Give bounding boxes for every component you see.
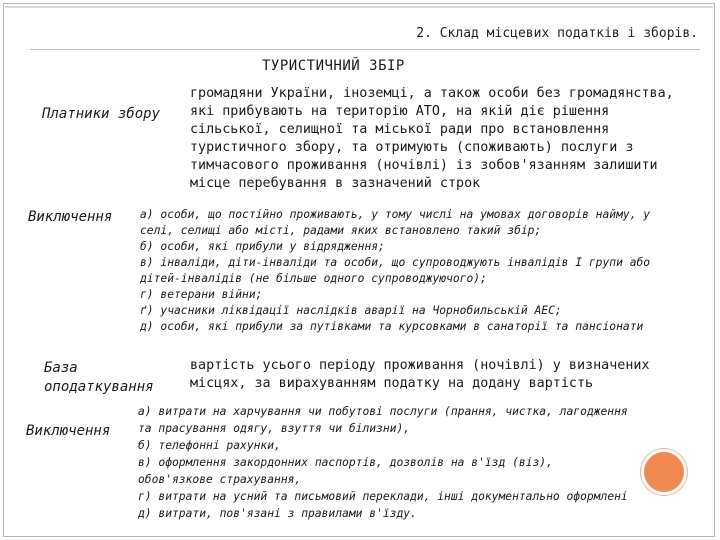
- header-divider: [30, 49, 700, 50]
- exclusion-item: г) ветерани війни;: [140, 288, 263, 301]
- base-exclusion-item: обов'язкове страхування,: [138, 473, 302, 486]
- base-exclusion-item: та прасування одягу, взуття чи білизни),: [138, 422, 411, 435]
- exclusion-item: дітей-інвалідів (не більше одного супроводжуючого);: [140, 272, 487, 285]
- base-exclusion-item: а) витрати на харчування чи побутові послуги (прання, чистка, лагодження: [138, 405, 628, 418]
- payers-label: Платники збору: [42, 106, 161, 122]
- payers-line: тимчасового проживання (ночівлі) із зобов'язанням залишити: [190, 158, 658, 173]
- slide-title: ТУРИСТИЧНИЙ ЗБІР: [262, 58, 405, 74]
- payers-text: [190, 85, 680, 193]
- exclusion-item: б) особи, які прибули у відрядження;: [140, 240, 385, 253]
- base-exclusions-label: Виключення: [26, 423, 111, 439]
- tax-base-label-line: оподаткування: [44, 379, 154, 395]
- slide-header: 2. Склад місцевих податків і зборів.: [416, 26, 698, 41]
- tax-base-line: вартість усього періоду проживання (ночівлі) у визначених: [190, 358, 650, 373]
- tax-base-label-line: База: [44, 360, 78, 376]
- decorative-orange-circle: [641, 449, 687, 495]
- base-exclusion-item: д) витрати, пов'язані з правилами в'їзду.: [138, 507, 417, 520]
- exclusions-list: [140, 207, 690, 335]
- base-exclusion-item: в) оформлення закордонних паспортів, дозволів на в'їзд (віз),: [138, 456, 553, 469]
- base-exclusion-item: б) телефонні рахунки,: [138, 439, 281, 452]
- tax-base-label: [44, 359, 154, 397]
- payers-line: туристичного збору, та отримують (споживають) послуги з: [190, 140, 634, 155]
- exclusion-item: в) інваліди, діти-інваліди та особи, що супроводжують інвалідів І групи або: [140, 256, 651, 269]
- exclusion-item: д) особи, які прибули за путівками та курсовками в санаторії та пансіонати: [140, 320, 644, 333]
- exclusion-item: а) особи, що постійно проживають, у тому числі на умовах договорів найму, у: [140, 208, 651, 221]
- payers-line: сільської, селищної та міської ради про встановлення: [190, 122, 610, 137]
- base-exclusion-item: г) витрати на усний та письмовий переклади, інші документально оформлені: [138, 490, 628, 503]
- payers-line: громадяни України, іноземці, а також особи без громадянства,: [190, 86, 674, 101]
- exclusions-label: Виключення: [28, 209, 113, 225]
- exclusion-item: ґ) учасники ліквідації наслідків аварії на Чорнобильській АЕС;: [140, 304, 562, 317]
- exclusion-item: селі, селищі або місті, радами яких встановлено такий збір;: [140, 224, 542, 237]
- payers-line: які прибувають на територію АТО, на якій діє рішення: [190, 104, 610, 119]
- payers-line: місце перебування в зазначений строк: [190, 176, 481, 191]
- tax-base-line: місцях, за вирахуванням податку на додану вартість: [190, 376, 594, 391]
- tax-base-text: [190, 357, 670, 393]
- base-exclusions-list: [138, 403, 698, 522]
